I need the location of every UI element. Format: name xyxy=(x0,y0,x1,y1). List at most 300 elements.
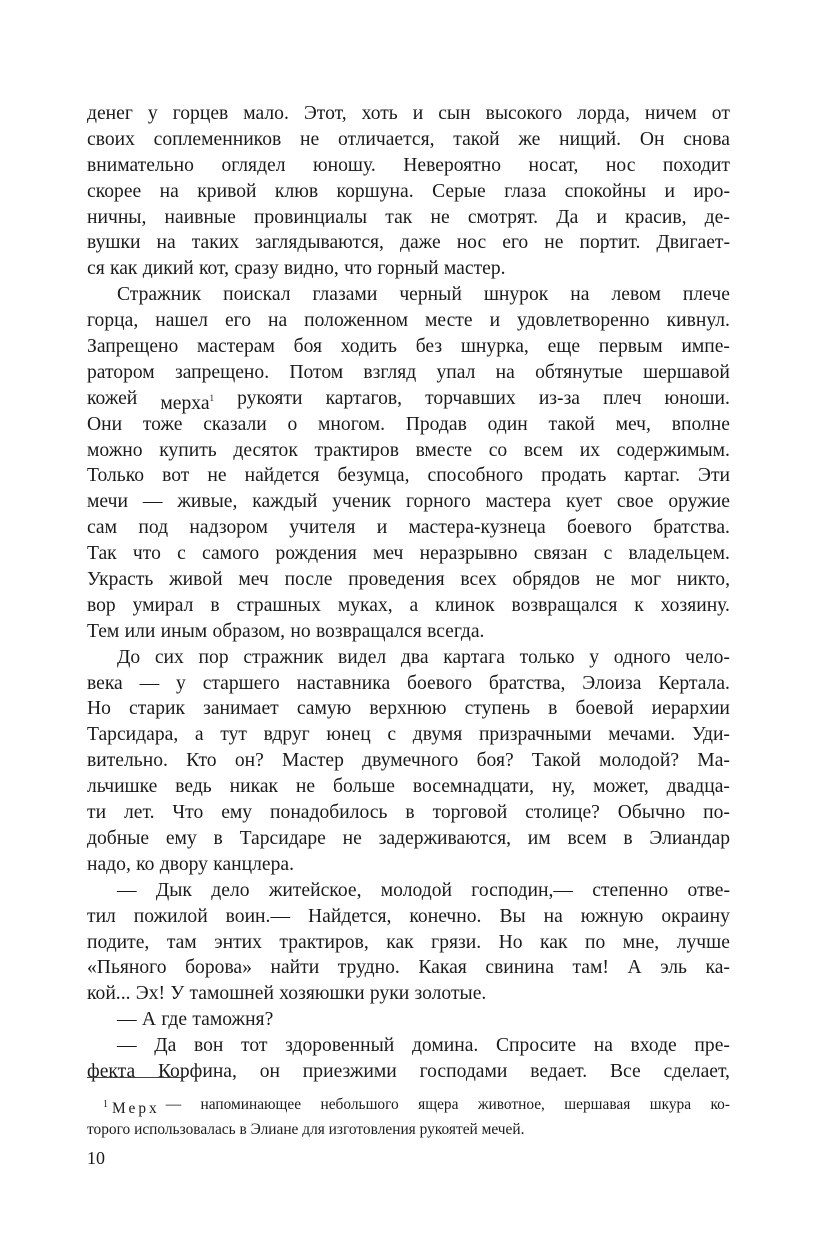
word: даже xyxy=(400,232,441,254)
word: торговой xyxy=(432,802,508,824)
word: может, xyxy=(593,776,649,798)
word: вушки xyxy=(87,232,141,254)
word: горца, xyxy=(87,310,139,332)
word: на xyxy=(156,232,176,254)
word: Он xyxy=(639,128,665,150)
word: меч xyxy=(238,569,269,591)
text-line xyxy=(87,386,730,412)
word: клинок xyxy=(435,594,495,616)
word: мечи xyxy=(87,491,128,513)
word: же xyxy=(518,128,541,150)
word: мало. xyxy=(243,103,289,124)
word: самого xyxy=(202,543,260,565)
word: Вы xyxy=(499,905,526,927)
word: борова» xyxy=(185,957,252,979)
word: на xyxy=(593,1035,613,1057)
word: на xyxy=(159,180,179,202)
word: шнурка, xyxy=(460,336,529,358)
text-line xyxy=(87,826,730,852)
word: его xyxy=(502,232,529,254)
word: тоже xyxy=(142,413,183,435)
word: — xyxy=(117,1009,137,1031)
word: трудно. xyxy=(337,957,400,979)
footnote-mark: 1 xyxy=(103,1099,108,1110)
word: ну, xyxy=(551,776,576,798)
word: Но xyxy=(498,931,523,953)
text-line xyxy=(87,930,730,956)
word: мог xyxy=(630,569,661,591)
text-line xyxy=(87,593,730,619)
word: пор xyxy=(198,646,229,668)
word: ведает. xyxy=(530,1060,588,1082)
word: — xyxy=(142,491,163,513)
text-line xyxy=(87,101,730,127)
word: иро- xyxy=(693,180,730,202)
text-line xyxy=(87,800,730,826)
word: их xyxy=(579,439,601,461)
word: Какая xyxy=(418,957,467,979)
word: канцлера. xyxy=(213,853,295,875)
text-line xyxy=(87,334,730,360)
word: свое xyxy=(616,491,654,513)
word: юношу. xyxy=(313,154,376,176)
word: внимательно xyxy=(87,154,194,176)
word: или xyxy=(124,620,156,642)
word: всех xyxy=(460,569,497,591)
word: молодой? xyxy=(599,750,680,772)
word: До xyxy=(117,646,141,668)
word: одного xyxy=(613,646,671,668)
word: купить xyxy=(159,439,217,461)
word: такой xyxy=(453,128,500,150)
word: тут xyxy=(220,724,247,746)
word: он? xyxy=(234,750,264,772)
word: господин,— xyxy=(471,879,573,901)
word: в xyxy=(623,827,633,849)
word: Кертала. xyxy=(658,672,730,694)
word: иерархии xyxy=(651,698,730,720)
word: мерха$^1$ xyxy=(160,392,215,414)
word: связан xyxy=(533,543,588,565)
word: дикий xyxy=(142,258,194,280)
word: не xyxy=(595,569,615,591)
word: по- xyxy=(703,802,730,824)
word: ступень xyxy=(464,698,531,720)
word: никак xyxy=(229,776,279,798)
word: кой... xyxy=(87,983,131,1005)
word: Обычно xyxy=(617,802,686,824)
text-line xyxy=(87,619,730,645)
word: живой xyxy=(169,569,223,591)
word: там xyxy=(166,931,197,953)
word: скорее xyxy=(87,180,142,202)
word: снова xyxy=(683,128,730,150)
word: сын xyxy=(438,103,471,124)
word: удовлетворенно xyxy=(517,310,650,332)
word: юноши. xyxy=(664,387,730,409)
word: Но xyxy=(87,698,111,720)
word: степенно xyxy=(592,879,669,901)
word: найдется xyxy=(244,465,320,487)
word: на xyxy=(495,361,515,383)
word: Двигает- xyxy=(656,232,730,254)
word: как xyxy=(386,931,414,953)
word: чело- xyxy=(685,646,730,668)
word: где xyxy=(161,1009,188,1031)
word: ничны, xyxy=(87,206,147,228)
word: образом, xyxy=(212,620,286,642)
word: походит xyxy=(662,154,730,176)
word: не xyxy=(430,206,450,228)
word: и xyxy=(489,310,501,332)
word: и xyxy=(376,517,388,539)
text-line xyxy=(87,1007,730,1033)
word: смотрят. xyxy=(467,206,539,228)
word: ко xyxy=(136,853,155,875)
word: кривой xyxy=(197,180,257,202)
word: к xyxy=(634,594,644,616)
text-line xyxy=(87,360,730,386)
text-line xyxy=(87,852,730,878)
word: воин.— xyxy=(225,905,291,927)
word: в xyxy=(405,802,415,824)
text-line xyxy=(87,127,730,153)
word: после xyxy=(284,569,333,591)
word: Найдется, xyxy=(308,905,392,927)
footnote-term: Мерх xyxy=(112,1100,160,1117)
word: здоровенный xyxy=(285,1035,395,1057)
word: мастер. xyxy=(443,258,506,280)
word: лучше xyxy=(676,931,730,953)
word: дело xyxy=(211,879,250,901)
word: там! xyxy=(572,957,609,979)
word: как xyxy=(540,931,568,953)
word: вон xyxy=(193,1035,224,1057)
word: иным xyxy=(160,620,208,642)
word: Элоиза xyxy=(582,672,642,694)
text-line xyxy=(87,153,730,179)
word: коршуна. xyxy=(336,180,414,202)
word: эль xyxy=(660,957,687,979)
word: руки xyxy=(369,983,410,1005)
word: Продав xyxy=(405,413,467,435)
word: призрачными xyxy=(478,724,592,746)
word: с xyxy=(177,543,186,565)
word: братства. xyxy=(653,517,730,539)
word: и xyxy=(596,206,607,228)
word: не xyxy=(544,232,564,254)
word: по xyxy=(584,931,606,953)
word: Элиандар xyxy=(649,827,730,849)
word: такой xyxy=(548,413,595,435)
word: оружие xyxy=(668,491,730,513)
word: понадобилось xyxy=(270,802,388,824)
word: кует xyxy=(565,491,602,513)
word: всегда. xyxy=(427,620,485,642)
word: тот xyxy=(241,1035,268,1057)
word: сказали xyxy=(203,413,267,435)
word: продать xyxy=(541,465,607,487)
word: двадца- xyxy=(666,776,730,798)
word: и xyxy=(664,180,675,202)
word: «Пьяного xyxy=(87,957,167,979)
text-line xyxy=(87,179,730,205)
word: сразу xyxy=(234,258,279,280)
word: живые, xyxy=(177,491,238,513)
word: старик xyxy=(129,698,186,720)
word: поискал xyxy=(223,284,291,306)
text-line xyxy=(87,722,730,748)
word: меч xyxy=(372,543,404,565)
word: взгляд xyxy=(363,361,417,383)
word: о xyxy=(287,413,298,435)
word: что xyxy=(132,543,161,565)
word: братства, xyxy=(488,672,566,694)
word: лет. xyxy=(124,802,155,824)
word: Уди- xyxy=(691,724,730,746)
word: занимает xyxy=(203,698,279,720)
word: мне, xyxy=(622,931,660,953)
word: видел xyxy=(338,646,387,668)
word: свинина xyxy=(485,957,554,979)
word: страшных xyxy=(236,594,321,616)
word: сам xyxy=(87,517,118,539)
word: шершавой xyxy=(643,361,730,383)
word: мастерам xyxy=(197,336,275,358)
word: обтянутые xyxy=(535,361,623,383)
word: Да xyxy=(154,1035,177,1057)
word: под xyxy=(138,517,169,539)
word: запрещено. xyxy=(174,361,270,383)
word: Все xyxy=(609,1060,641,1082)
word: Ма- xyxy=(697,750,730,772)
word: молодой xyxy=(380,879,452,901)
word: Корфина, xyxy=(157,1060,237,1082)
word: ка- xyxy=(705,957,730,979)
footnote-start xyxy=(103,1095,160,1120)
word: пожилой xyxy=(133,905,208,927)
word: что xyxy=(344,258,373,280)
word: ратором xyxy=(87,361,155,383)
word: способного xyxy=(427,465,524,487)
word: де- xyxy=(704,206,730,228)
word: горный xyxy=(377,258,439,280)
word: возвращался xyxy=(511,594,618,616)
word: умирал xyxy=(132,594,194,616)
word: сделает, xyxy=(663,1060,730,1082)
text-line xyxy=(87,541,730,567)
word: меч, xyxy=(615,413,651,435)
word: клюв xyxy=(274,180,319,202)
text-line xyxy=(87,230,730,256)
word: нос xyxy=(605,154,636,176)
word: еще xyxy=(547,336,581,358)
word: многом. xyxy=(318,413,385,435)
word: — xyxy=(117,1035,137,1057)
word: портит. xyxy=(579,232,641,254)
word: каждый xyxy=(252,491,318,513)
word: Такой xyxy=(531,750,581,772)
word: на xyxy=(570,284,590,306)
footnote-ref: 1 xyxy=(209,392,215,403)
word: всем xyxy=(523,439,564,461)
word: грязи. xyxy=(431,931,482,953)
word: неразрывно xyxy=(419,543,518,565)
word: кот, xyxy=(198,258,230,280)
word: подите, xyxy=(87,931,150,953)
footnote xyxy=(87,1095,730,1140)
word: без xyxy=(415,336,443,358)
word: Потом xyxy=(289,361,344,383)
word: оглядел xyxy=(221,154,286,176)
word: стражник xyxy=(243,646,324,668)
word: с xyxy=(603,543,613,565)
word: окраину xyxy=(661,905,730,927)
word: торчавших xyxy=(425,387,516,409)
word: столице? xyxy=(525,802,600,824)
word: обрядов xyxy=(512,569,581,591)
word: вместе xyxy=(415,439,473,461)
text-line xyxy=(87,438,730,464)
word: левом xyxy=(611,284,661,306)
word: Украсть xyxy=(87,569,154,591)
text-line xyxy=(87,567,730,593)
word: а xyxy=(194,724,204,746)
word: проведения xyxy=(348,569,445,591)
word: ти xyxy=(87,802,107,824)
text-line xyxy=(87,412,730,438)
word: можно xyxy=(87,439,143,461)
word: соплеменников xyxy=(153,128,282,150)
text-line xyxy=(87,1059,730,1085)
word: им xyxy=(527,827,551,849)
word: фекта xyxy=(87,1060,136,1082)
text-line xyxy=(87,489,730,515)
word: добные xyxy=(87,827,150,849)
word: Эти xyxy=(698,465,730,487)
word: Спросите xyxy=(495,1035,577,1057)
text-line xyxy=(87,256,730,282)
word: денег xyxy=(87,103,133,124)
word: в xyxy=(548,698,558,720)
word: трактиров xyxy=(314,439,399,461)
word: Только xyxy=(87,465,145,487)
word: мечами. xyxy=(608,724,676,746)
word: найти xyxy=(270,957,320,979)
word: ничем xyxy=(644,103,697,124)
word: вполне xyxy=(671,413,730,435)
word: красив, xyxy=(625,206,687,228)
word: высокого xyxy=(485,103,563,124)
word: месте xyxy=(425,310,473,332)
word: Дык xyxy=(155,879,192,901)
word: положенном xyxy=(304,310,409,332)
word: содержимым. xyxy=(616,439,730,461)
word: А xyxy=(141,1009,157,1031)
word: ся xyxy=(87,258,105,280)
word: лорда, xyxy=(577,103,630,124)
word: никто, xyxy=(676,569,730,591)
word: как xyxy=(110,258,138,280)
word: заглядываются, xyxy=(255,232,384,254)
text-line xyxy=(87,904,730,930)
word: учителя xyxy=(289,517,356,539)
word: боя xyxy=(293,336,322,358)
word: Мастер xyxy=(282,750,344,772)
word: но xyxy=(290,620,311,642)
word: рукояти xyxy=(237,387,303,409)
word: хозяюшки xyxy=(279,983,365,1005)
word: нашел xyxy=(155,310,208,332)
word: Они xyxy=(87,413,123,435)
footnote-line-1 xyxy=(87,1095,730,1120)
word: картагов, xyxy=(325,387,403,409)
word: — xyxy=(117,879,137,901)
word: А xyxy=(627,957,642,979)
word: видно, xyxy=(283,258,339,280)
word: на xyxy=(543,905,563,927)
word: старшего xyxy=(202,672,280,694)
text-line xyxy=(87,671,730,697)
word: у xyxy=(176,672,186,694)
word: плече xyxy=(682,284,730,306)
word: наставника xyxy=(296,672,391,694)
word: только xyxy=(519,646,575,668)
word: рождения xyxy=(275,543,357,565)
text-line xyxy=(87,955,730,981)
word: Тарсидара, xyxy=(87,724,179,746)
word: кожей xyxy=(87,387,138,409)
word: горного xyxy=(405,491,471,513)
word: Эх! xyxy=(135,983,166,1005)
word: вот xyxy=(162,465,190,487)
word: верхнюю xyxy=(369,698,447,720)
word: боевого xyxy=(407,672,472,694)
word: Тарсидаре xyxy=(239,827,326,849)
word: из-за xyxy=(538,387,580,409)
word: юнец xyxy=(326,724,371,746)
word: входе xyxy=(630,1035,677,1057)
word: всем xyxy=(567,827,607,849)
word: владельцем. xyxy=(628,543,730,565)
footnote-line-2: торого использовалась в Элиане для изготовления рукоятей мечей. xyxy=(87,1120,525,1138)
word: Что xyxy=(172,802,204,824)
word: сих xyxy=(154,646,184,668)
word: импе- xyxy=(681,336,730,358)
word: один xyxy=(487,413,528,435)
word: вор xyxy=(87,594,116,616)
word: черный xyxy=(399,284,462,306)
word: двумечного xyxy=(362,750,459,772)
word: он xyxy=(259,1060,280,1082)
word: хоть xyxy=(361,103,398,124)
word: и xyxy=(412,103,424,124)
word: золотые. xyxy=(414,983,487,1005)
word: Кто xyxy=(186,750,217,772)
word: два xyxy=(400,646,429,668)
word: боевой xyxy=(575,698,634,720)
word: от xyxy=(711,103,730,124)
word: безумца, xyxy=(337,465,410,487)
word: Да xyxy=(556,206,579,228)
word: приезжими xyxy=(302,1060,397,1082)
word: спокойны xyxy=(564,180,647,202)
word: нищий. xyxy=(559,128,622,150)
word: надо, xyxy=(87,853,131,875)
word: ему xyxy=(165,827,197,849)
text-line xyxy=(87,696,730,722)
word: муках, xyxy=(337,594,393,616)
